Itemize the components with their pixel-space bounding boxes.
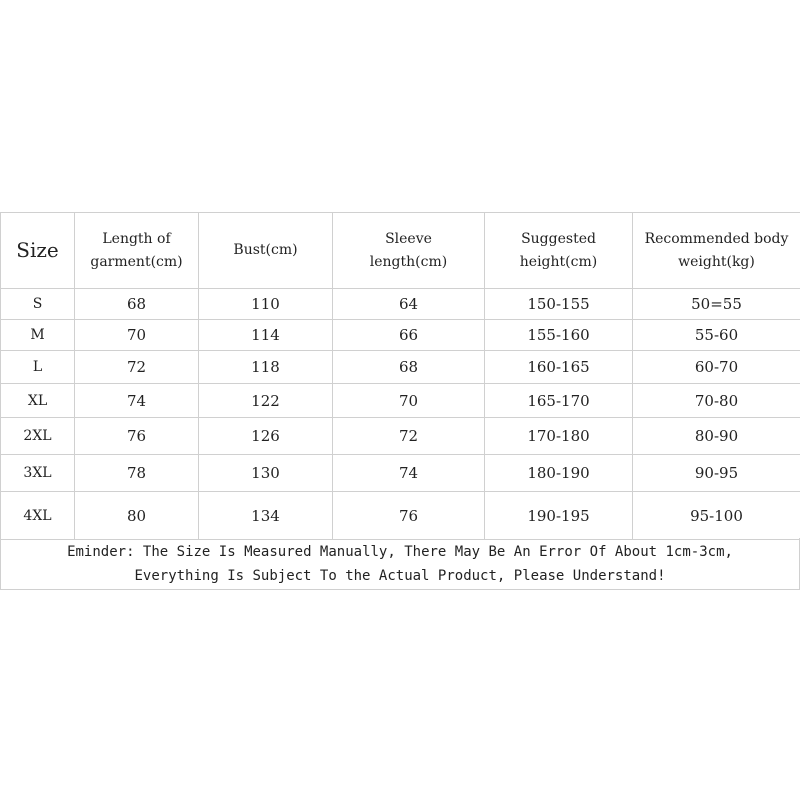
cell-height: 150-155 — [485, 289, 633, 320]
cell-sleeve: 70 — [333, 384, 485, 418]
cell-height: 165-170 — [485, 384, 633, 418]
measurement-note — [0, 538, 800, 590]
cell-weight: 95-100 — [633, 492, 800, 540]
header-bust-label: Bust(cm) — [233, 242, 298, 258]
cell-weight: 50=55 — [633, 289, 800, 320]
header-length — [75, 213, 199, 289]
cell-sleeve: 64 — [333, 289, 485, 320]
size-table — [0, 212, 800, 540]
table-row — [1, 289, 800, 320]
header-length-line2: garment(cm) — [90, 253, 183, 270]
header-height-line2: height(cm) — [519, 253, 598, 270]
header-height-line1: Suggested — [521, 230, 596, 247]
cell-sleeve: 68 — [333, 351, 485, 384]
cell-height: 170-180 — [485, 418, 633, 455]
cell-height: 190-195 — [485, 492, 633, 540]
cell-weight: 55-60 — [633, 320, 800, 351]
note-line-2: Everything Is Subject To the Actual Product, Please Understand! — [134, 568, 666, 584]
header-size-label: Size — [16, 238, 59, 262]
cell-bust: 126 — [199, 418, 333, 455]
cell-size: M — [1, 320, 75, 351]
header-weight-line1: Recommended body — [644, 230, 789, 247]
cell-size: XL — [1, 384, 75, 418]
cell-weight: 90-95 — [633, 455, 800, 492]
cell-bust: 118 — [199, 351, 333, 384]
cell-weight: 80-90 — [633, 418, 800, 455]
cell-length: 78 — [75, 455, 199, 492]
header-bust — [199, 213, 333, 289]
cell-height: 155-160 — [485, 320, 633, 351]
cell-bust: 122 — [199, 384, 333, 418]
note-line-1: Eminder: The Size Is Measured Manually, There May Be An Error Of About 1cm-3cm, — [67, 544, 733, 560]
cell-height: 180-190 — [485, 455, 633, 492]
header-weight-line2: weight(kg) — [678, 253, 755, 270]
cell-bust: 110 — [199, 289, 333, 320]
table-row — [1, 384, 800, 418]
table-row — [1, 455, 800, 492]
header-length-line1: Length of — [102, 230, 171, 247]
cell-length: 72 — [75, 351, 199, 384]
cell-bust: 114 — [199, 320, 333, 351]
cell-sleeve: 74 — [333, 455, 485, 492]
header-height — [485, 213, 633, 289]
cell-size: L — [1, 351, 75, 384]
header-size — [1, 213, 75, 289]
cell-size: 2XL — [1, 418, 75, 455]
cell-sleeve: 76 — [333, 492, 485, 540]
cell-bust: 130 — [199, 455, 333, 492]
cell-weight: 60-70 — [633, 351, 800, 384]
cell-height: 160-165 — [485, 351, 633, 384]
cell-weight: 70-80 — [633, 384, 800, 418]
cell-size: S — [1, 289, 75, 320]
header-sleeve-line1: Sleeve — [385, 230, 432, 247]
cell-size: 4XL — [1, 492, 75, 540]
cell-length: 76 — [75, 418, 199, 455]
cell-bust: 134 — [199, 492, 333, 540]
header-weight — [633, 213, 800, 289]
cell-length: 70 — [75, 320, 199, 351]
header-sleeve-line2: length(cm) — [369, 253, 448, 270]
cell-length: 68 — [75, 289, 199, 320]
table-row — [1, 351, 800, 384]
table-row — [1, 320, 800, 351]
header-sleeve — [333, 213, 485, 289]
table-row — [1, 492, 800, 540]
cell-length: 74 — [75, 384, 199, 418]
size-chart — [0, 212, 800, 590]
cell-size: 3XL — [1, 455, 75, 492]
table-row — [1, 418, 800, 455]
cell-length: 80 — [75, 492, 199, 540]
cell-sleeve: 66 — [333, 320, 485, 351]
header-row — [1, 213, 800, 289]
cell-sleeve: 72 — [333, 418, 485, 455]
